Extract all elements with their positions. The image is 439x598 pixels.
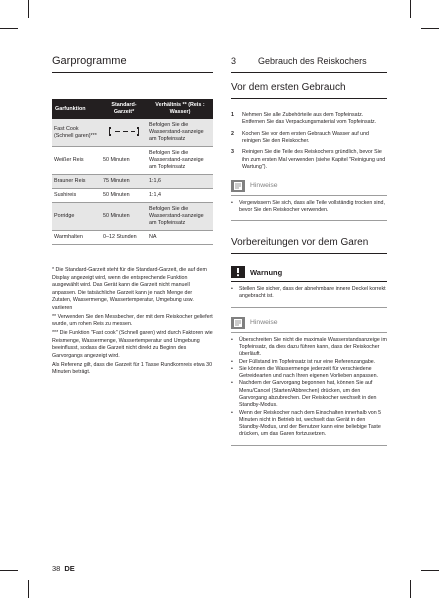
crop-mark bbox=[28, 580, 29, 598]
section-number: 3 bbox=[231, 56, 237, 66]
crop-mark bbox=[421, 28, 439, 29]
warning-box bbox=[231, 266, 387, 308]
function-name: Warmhalten bbox=[52, 231, 101, 245]
ratio: NA bbox=[147, 231, 213, 245]
warning-header bbox=[231, 266, 387, 278]
ratio: Befolgen Sie die Wasserstand-sanzeige am Topfeinsatz bbox=[147, 119, 213, 147]
cooking-programs-table bbox=[52, 99, 213, 245]
table-row bbox=[52, 175, 213, 189]
warning-label: Warnung bbox=[250, 267, 283, 277]
table-header-row bbox=[52, 99, 213, 119]
hint-label: Hinweise bbox=[250, 182, 278, 190]
subheading-preparation: Vorbereitungen vor dem Garen bbox=[231, 237, 387, 254]
bullet-item: • Wenn der Reiskocher nach dem Einschalten innerhalb von 5 Minuten nicht in Betrieb ist, wechselt das Gerät in den Standby-Modus, und der Benutzer kann eine beliebige Taste drücken, um das Garen fortzusetzen. bbox=[231, 409, 382, 438]
footnotes bbox=[52, 267, 213, 377]
bullet-item: • Der Füllstand im Topfeinsatz ist nur eine Referenzangabe. bbox=[231, 358, 376, 365]
ratio: 1:1,6 bbox=[147, 175, 213, 189]
left-column bbox=[52, 52, 213, 378]
crop-mark bbox=[410, 580, 411, 598]
subheading-first-use: Vor dem ersten Gebrauch bbox=[231, 82, 387, 99]
footnote: Als Referenz gilt, dass die Garzeit für 1 Tasse Rundkornreis etwa 30 Minuten beträgt. bbox=[52, 361, 213, 376]
hint-header bbox=[231, 317, 387, 329]
language-code: DE bbox=[64, 564, 75, 573]
page-footer bbox=[52, 564, 75, 573]
note-icon bbox=[231, 317, 245, 329]
section-title-garprogramme: Garprogramme bbox=[52, 52, 213, 73]
warning-icon bbox=[231, 266, 245, 278]
crop-mark bbox=[28, 0, 29, 18]
hint-box bbox=[231, 180, 387, 222]
hint-body bbox=[231, 195, 387, 222]
ratio: 1:1,4 bbox=[147, 189, 213, 203]
table-row bbox=[52, 203, 213, 231]
page-number: 38 bbox=[52, 564, 61, 573]
function-name: Weißer Reis bbox=[52, 147, 101, 175]
cook-time: 50 Minuten bbox=[101, 203, 147, 231]
section-title: Gebrauch des Reiskochers bbox=[258, 56, 367, 66]
crop-mark bbox=[410, 0, 411, 18]
bullet-item: • Nachdem der Garvorgang begonnen hat, können Sie auf Menu/Cancel (Starten/Abbrechen) drücken, um den Garvorgang abzubrechen. Der Reiskocher wechselt in den Standby-Modus. bbox=[231, 380, 377, 409]
right-column bbox=[231, 52, 387, 446]
cook-time: 75 Minuten bbox=[101, 175, 147, 189]
note-icon bbox=[231, 180, 245, 192]
step-item: 2 Kochen Sie vor dem ersten Gebrauch Wasser auf und reinigen Sie den Reiskocher. bbox=[231, 130, 369, 145]
bullet-item: • Sie können die Wassermenge jederzeit für verschiedene Getreidearten und nach Ihren eigenen Vorlieben anpassen. bbox=[231, 365, 378, 380]
function-name: Brauner Reis bbox=[52, 175, 101, 189]
footnote: * Die Standard-Garzeit steht für die Standard-Garzeit, die auf dem Display angezeigt wird, wenn die entsprechende Funktion ausgewählt wird. Das Gerät kann die Garzeit nicht manuell anpassen. Die tatsächliche Garzeit kann je nach Menge der Zutaten, Wassermenge, Wassertemperatur, Umgebung usw. variieren bbox=[52, 267, 207, 311]
bullet-item: • Überschreiten Sie nicht die maximale Wasserstandsanzeige im Topfeinsatz, da dies dazu führen kann, dass der Reiskocher überläuft. bbox=[231, 336, 387, 358]
hint-label: Hinweise bbox=[250, 319, 278, 327]
table-row bbox=[52, 189, 213, 203]
step-item: 3 Reinigen Sie die Teile des Reiskochers gründlich, bevor Sie ihn zum ersten Mal verwenden (siehe Kapitel "Reinigung und Wartung"). bbox=[231, 149, 386, 171]
function-name: Fast Cook (Schnell garen)*** bbox=[52, 119, 101, 147]
crop-mark bbox=[0, 570, 18, 571]
hint-body bbox=[231, 332, 387, 446]
display-indicator bbox=[101, 119, 147, 147]
step-item: 1 Nehmen Sie alle Zubehörteile aus dem Topfeinsatz. Entfernen Sie das Verpackungsmaterial vom Topfeinsatz. bbox=[231, 111, 377, 126]
cook-time: 0–12 Stunden bbox=[101, 231, 147, 245]
crop-mark bbox=[421, 570, 439, 571]
hint-header bbox=[231, 180, 387, 192]
function-name: Porridge bbox=[52, 203, 101, 231]
crop-mark bbox=[0, 28, 18, 29]
ratio: Befolgen Sie die Wasserstand-sanzeige am Topfeinsatz bbox=[147, 147, 213, 175]
warning-body bbox=[231, 281, 387, 308]
first-use-steps bbox=[231, 112, 387, 172]
table-header: Garfunktion bbox=[52, 99, 101, 119]
footnote: ** Verwenden Sie den Messbecher, der mit dem Reiskocher geliefert wurde, um rohen Reis zu messen. bbox=[52, 313, 213, 328]
table-row bbox=[52, 119, 213, 147]
ratio: Befolgen Sie die Wasserstand-sanzeige am Topfeinsatz bbox=[147, 203, 213, 231]
table-header: Standard-Garzeit* bbox=[101, 99, 147, 119]
cook-time: 50 Minuten bbox=[101, 189, 147, 203]
bullet-item: • Stellen Sie sicher, dass der abnehmbare innere Deckel korrekt angebracht ist. bbox=[231, 286, 386, 300]
bullet-item: • Vergewissern Sie sich, dass alle Teile vollständig trocken sind, bevor Sie den Reiskocher verwenden. bbox=[231, 199, 385, 213]
hint-box bbox=[231, 317, 387, 446]
lcd-dashes-icon bbox=[109, 127, 139, 136]
footnote: *** Die Funktion "Fast cook" (Schnell garen) wird durch Faktoren wie Reismenge, Wassermenge, Wassertemperatur und Umgebung beeinflusst, sodass die Garzeit nicht direkt zu Beginn des Garvorgangs angezeigt wird. bbox=[52, 330, 213, 359]
section-header bbox=[231, 52, 387, 73]
table-row bbox=[52, 147, 213, 175]
cook-time: 50 Minuten bbox=[101, 147, 147, 175]
table-row bbox=[52, 231, 213, 245]
table-header: Verhältnis ** (Reis : Wasser) bbox=[147, 99, 213, 119]
function-name: Sushireis bbox=[52, 189, 101, 203]
